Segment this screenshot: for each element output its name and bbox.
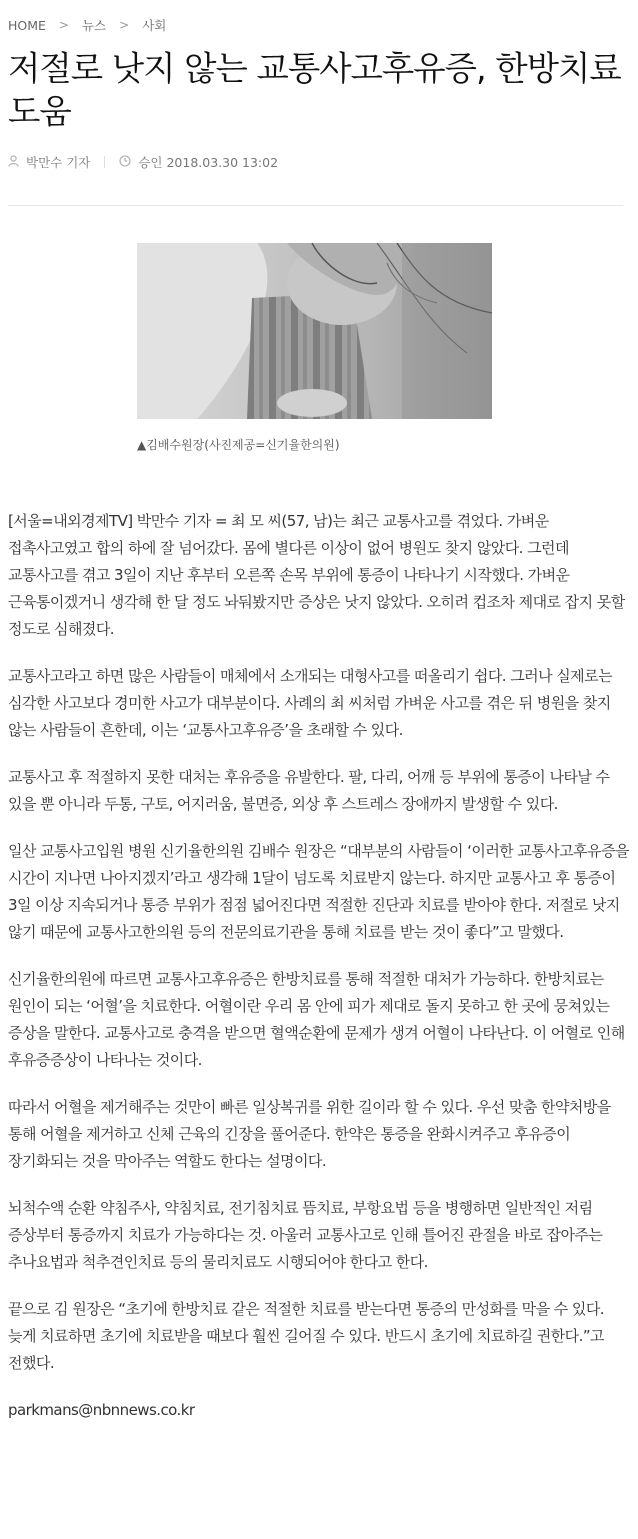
article-paragraph: 교통사고라고 하면 많은 사람들이 매체에서 소개되는 대형사고를 떠올리기 쉽다. 그러나 실제로는 심각한 사고보다 경미한 사고가 대부분이다. 사례의 최 씨처럼 가벼운 사고를 겪은 뒤 병원을 찾지 않는 사람들이 흔한데, 이는 ‘교통사고후유증’을 초래할 수 있다. — [8, 667, 613, 739]
breadcrumb-home[interactable]: HOME — [8, 17, 46, 33]
article-paragraph: 끝으로 김 원장은 “초기에 한방치료 같은 적절한 치료를 받는다면 통증의 만성화를 막을 수 있다. 늦게 치료하면 초기에 치료받을 때보다 훨씬 길어질 수 있다. 반드시 초기에 치료하길 권한다.”고 전했다. — [8, 1300, 604, 1372]
article-paragraph: 따라서 어혈을 제거해주는 것만이 빠른 일상복귀를 위한 길이라 할 수 있다. 우선 맞춤 한약처방을 통해 어혈을 제거하고 신체 근육의 긴장을 풀어준다. 한약은 통증을 완화시켜주고 후유증이 장기화되는 것을 막아주는 역할도 한다는 설명이다. — [8, 1098, 611, 1170]
author-name[interactable]: 박만수 기자 — [26, 155, 91, 170]
article-paragraph: 뇌척수액 순환 약침주사, 약침치료, 전기침치료 뜸치료, 부항요법 등을 병행하면 일반적인 저림 증상부터 통증까지 치료가 가능하다는 것. 아울러 교통사고로 인해 틀어진 관절을 바로 잡아주는 추나요법과 척추견인치료 등의 물리치료도 시행되어야 한다고 한다. — [8, 1199, 603, 1271]
article-body — [8, 508, 630, 1444]
photo-caption: ▲김배수원장(사진제공=신기율한의원) — [137, 438, 340, 452]
reporter-email[interactable]: parkmans@nbnnews.co.kr — [8, 1401, 195, 1419]
article-meta — [8, 153, 278, 171]
article-photo — [137, 243, 492, 419]
breadcrumb-society[interactable]: 사회 — [142, 18, 167, 33]
header-divider — [8, 205, 623, 206]
article-paragraph: 신기율한의원에 따르면 교통사고후유증은 한방치료를 통해 적절한 대처가 가능하다. 한방치료는 원인이 되는 ‘어혈’을 치료한다. 어혈이란 우리 몸 안에 피가 제대로 돌지 못하고 한 곳에 뭉쳐있는 증상을 말한다. 교통사고로 충격을 받으면 혈액순환에 문제가 생겨 어혈이 나타난다. 이 어혈로 인해 후유증증상이 나타나는 것이다. — [8, 970, 625, 1069]
chevron-right-icon: > — [58, 18, 69, 32]
article-title: 저절로 낫지 않는 교통사고후유증, 한방치료 도움 — [8, 49, 621, 131]
chevron-right-icon: > — [119, 18, 130, 32]
meta-divider — [104, 156, 105, 168]
article-paragraph: 일산 교통사고입원 병원 신기율한의원 김배수 원장은 “대부분의 사람들이 ‘이러한 교통사고후유증을 시간이 지나면 나아지겠지’라고 생각해 1달이 넘도록 치료받지 않는다. 하지만 교통사고 후 통증이 3일 이상 지속되거나 통증 부위가 점점 넓어진다면 적절한 진단과 치료를 받아야 한다. 저절로 낫지 않기 때문에 교통사고한의원 등의 전문의료기관을 통해 치료를 받는 것이 좋다”고 말했다. — [8, 842, 629, 941]
approval-time: 승인 2018.03.30 13:02 — [138, 155, 279, 170]
user-icon — [8, 155, 19, 170]
article-paragraph: 교통사고 후 적절하지 못한 대처는 후유증을 유발한다. 팔, 다리, 어깨 등 부위에 통증이 나타날 수 있을 뿐 아니라 두통, 구토, 어지러움, 불면증, 외상 후 스트레스 장애까지 발생할 수 있다. — [8, 768, 610, 813]
breadcrumb-news[interactable]: 뉴스 — [81, 18, 107, 33]
breadcrumb — [8, 16, 166, 34]
clock-icon — [119, 155, 131, 170]
article-paragraph: [서울=내외경제TV] 박만수 기자 = 최 모 씨(57, 남)는 최근 교통사고를 겪었다. 가벼운 접촉사고였고 합의 하에 잘 넘어갔다. 몸에 별다른 이상이 없어 병원도 찾지 않았다. 그런데 교통사고를 겪고 3일이 지난 후부터 오른쪽 손목 부위에 통증이 나타나기 시작했다. 가벼운 근육통이겠거니 생각해 한 달 정도 놔둬봤지만 증상은 낫지 않았다. 오히려 컵조차 제대로 잡지 못할 정도로 심해졌다. — [8, 512, 625, 638]
